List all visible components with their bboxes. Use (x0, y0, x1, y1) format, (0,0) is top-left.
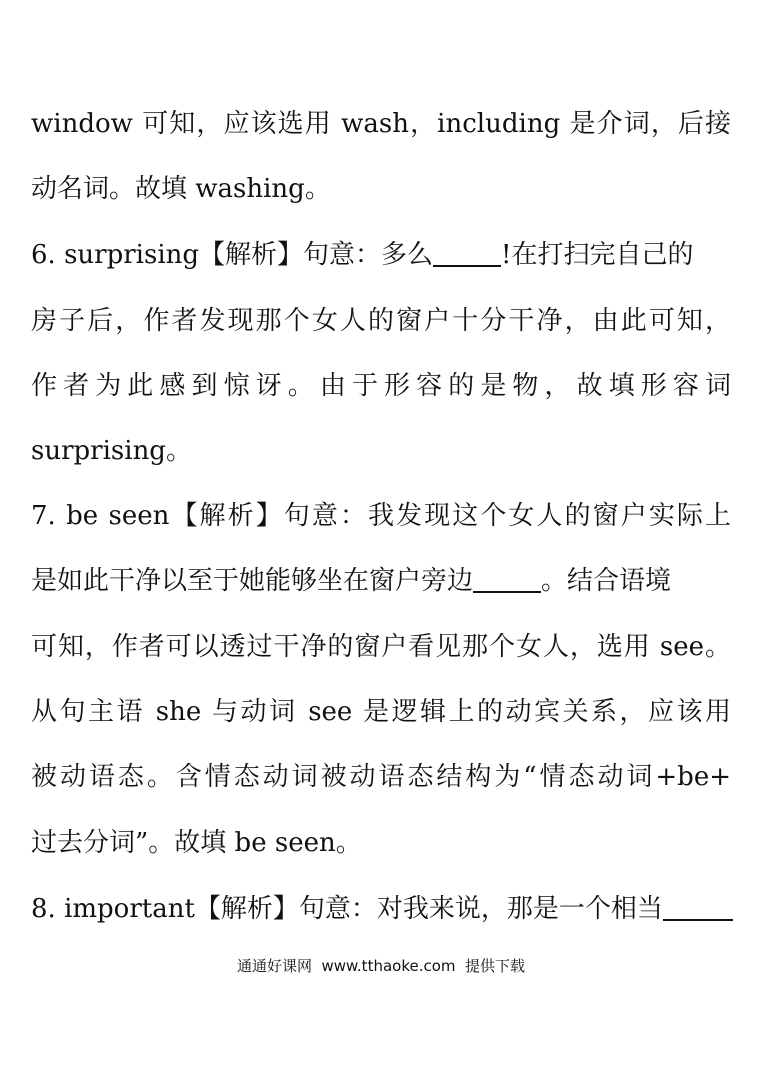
text-line-11: 被动语态。含情态动词被动语态结构为“情态动词+be+ (31, 762, 731, 792)
text-line-8 (31, 563, 731, 599)
text-line-10: 从句主语 she 与动词 see 是逻辑上的动宾关系，应该用 (31, 697, 731, 727)
text-line-8-before-blank: 是如此干净以至于她能够坐在窗户旁边 (31, 566, 474, 596)
text-line-12: 过去分词”。故填 be seen。 (31, 828, 362, 858)
text-line-9: 可知，作者可以透过干净的窗户看见那个女人，选用 see。 (31, 632, 731, 662)
text-line-2: 动名词。故填 washing。 (31, 174, 331, 204)
answer-blank (473, 565, 541, 593)
text-line-3 (31, 237, 731, 273)
text-line-13 (31, 891, 731, 927)
text-line-7: 7. be seen【解析】句意：我发现这个女人的窗户实际上 (31, 501, 731, 531)
text-line-6: surprising。 (31, 436, 192, 466)
page-footer: 通通好课网 www.tthaoke.com 提供下载 (236, 957, 526, 975)
answer-blank (433, 239, 501, 267)
text-line-8-after-blank: 。结合语境 (541, 566, 672, 596)
text-line-4: 房子后，作者发现那个女人的窗户十分干净，由此可知， (31, 306, 731, 336)
answer-blank (663, 893, 733, 921)
text-line-13-before-blank: 8. important【解析】句意：对我来说，那是一个相当 (31, 894, 663, 924)
text-line-3-before-blank: 6. surprising【解析】句意：多么 (31, 240, 434, 270)
text-line-1: window 可知，应该选用 wash，including 是介词，后接 (31, 109, 731, 139)
text-line-5: 作者为此感到惊讶。由于形容的是物，故填形容词 (31, 371, 731, 401)
text-line-3-after-blank: !在打扫完自己的 (501, 240, 694, 270)
